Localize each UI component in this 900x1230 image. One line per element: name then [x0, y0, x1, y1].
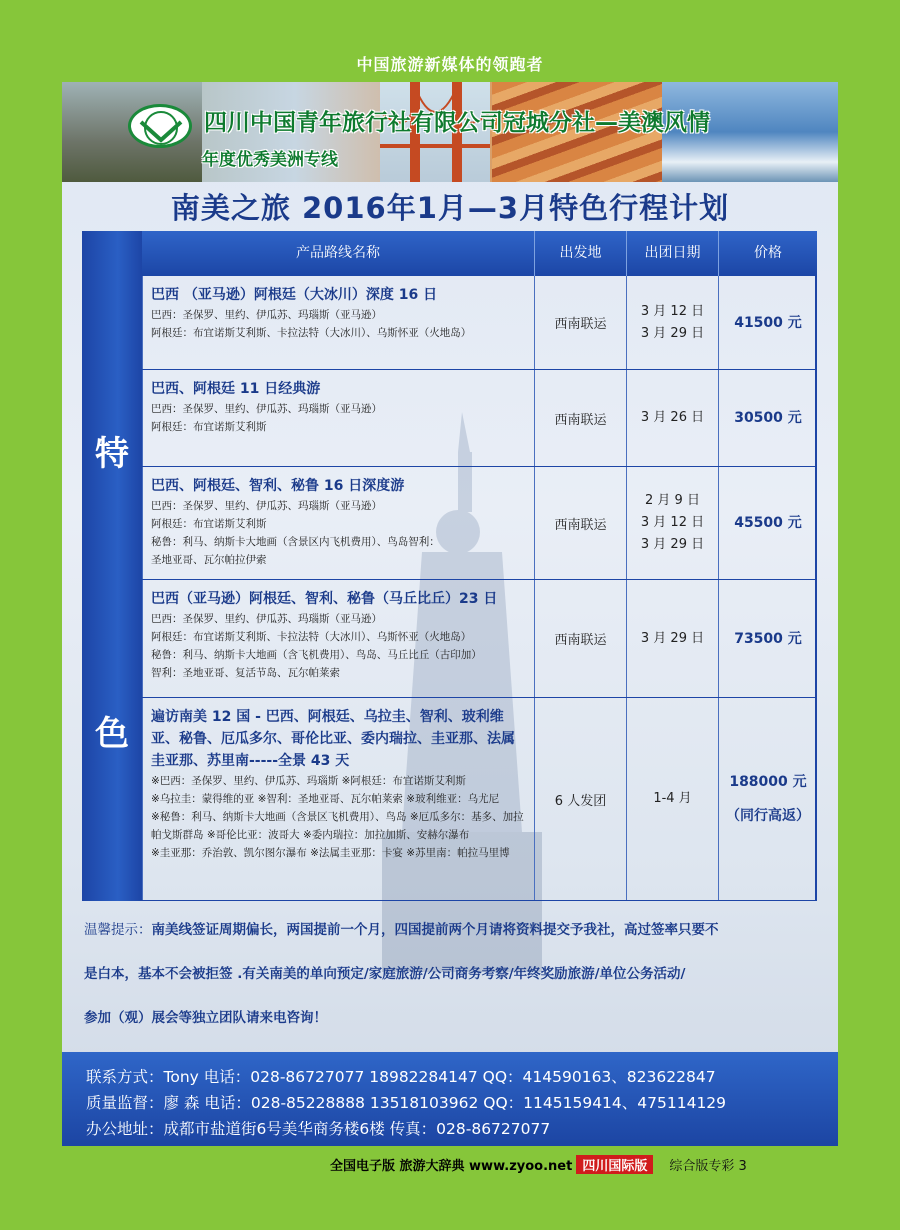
- departure-date: 3 月 26 日: [640, 410, 705, 425]
- route-detail: 阿根廷：布宜诺斯艾利斯: [151, 518, 267, 530]
- route-cell: [142, 467, 534, 579]
- departure-date: 1-4 月: [653, 791, 692, 806]
- page-title: 南美之旅 2016年1月—3月特色行程计划: [170, 191, 730, 225]
- date-cell: [626, 698, 718, 900]
- route-title: 巴西、阿根廷、智利、秘鲁 16 日深度游: [151, 478, 405, 494]
- itinerary-table: [142, 231, 817, 901]
- departure-date: 3 月 12 日: [640, 515, 705, 530]
- route-detail: 阿根廷：布宜诺斯艾利斯、卡拉法特（大冰川）、乌斯怀亚（火地岛）: [151, 631, 472, 643]
- route-detail: ※圭亚那：乔治敦、凯尔图尔瀑布 ※法属圭亚那：卡宴 ※苏里南：帕拉马里博: [151, 847, 510, 859]
- route-title: 巴西（亚马逊）阿根廷、智利、秘鲁（马丘比丘）23 日: [151, 591, 498, 607]
- route-detail: 圣地亚哥、瓦尔帕拉伊索: [151, 554, 267, 566]
- contact-footer: [62, 1052, 838, 1146]
- route-cell: [142, 276, 534, 369]
- table-row: [142, 370, 817, 467]
- price-cell: [718, 580, 817, 697]
- route-detail: ※秘鲁：利马、纳斯卡大地画（含景区飞机费用）、鸟岛 ※厄瓜多尔：基多、加拉帕戈斯群岛 ※哥伦比亚：波哥大 ※委内瑞拉：加拉加斯、安赫尔瀑布: [151, 811, 524, 841]
- route-detail: 智利：圣地亚哥、复活节岛、瓦尔帕莱索: [151, 667, 340, 679]
- contact-phone-line: 联系方式：Tony 电话：028-86727077 18982284147 QQ：414590163、823622847: [86, 1068, 716, 1086]
- route-detail: 巴西：圣保罗、里约、伊瓜苏、玛瑙斯（亚马逊）: [151, 613, 382, 625]
- company-name: 四川中国青年旅行社有限公司冠城分社—美澳风情: [204, 110, 710, 136]
- notice-label: 温馨提示：: [84, 922, 152, 938]
- departure-cell: 西南联运: [534, 580, 626, 697]
- quality-supervision-line: 质量监督：廖 森 电话：028-85228888 13518103962 QQ：1145159414、475114129: [86, 1094, 727, 1112]
- footer-badge: 四川国际版: [576, 1155, 653, 1174]
- departure-cell: 西南联运: [534, 370, 626, 466]
- route-title: 遍访南美 12 国 - 巴西、阿根廷、乌拉圭、智利、玻利维亚、秘鲁、厄瓜多尔、哥伦比亚、委内瑞拉、圭亚那、法属圭亚那、苏里南-----全景 43 天: [151, 709, 515, 769]
- header-banner: [62, 82, 838, 182]
- route-detail: 巴西：圣保罗、里约、伊瓜苏、玛瑙斯（亚马逊）: [151, 403, 382, 415]
- table-header: [142, 231, 817, 276]
- column-header-date: 出团日期: [626, 231, 718, 276]
- notice-line: 南美线签证周期偏长，两国提前一个月，四国提前两个月请将资料提交予我社，高过签率只要不: [151, 922, 719, 938]
- date-cell: [626, 467, 718, 579]
- price-value: 73500 元: [734, 630, 802, 647]
- route-detail: 巴西：圣保罗、里约、伊瓜苏、玛瑙斯（亚马逊）: [151, 309, 382, 321]
- date-cell: [626, 580, 718, 697]
- column-header-route: 产品路线名称: [296, 245, 380, 261]
- price-cell: [718, 467, 817, 579]
- price-value: 188000 元: [729, 774, 807, 790]
- footer-page-number: 综合版专彩 3: [669, 1159, 747, 1174]
- departure-cell: 西南联运: [534, 467, 626, 579]
- column-header-price: 价格: [718, 231, 817, 276]
- table-row: [142, 580, 817, 698]
- price-value: 41500 元: [734, 314, 802, 331]
- route-detail: 巴西：圣保罗、里约、伊瓜苏、玛瑙斯（亚马逊）: [151, 500, 382, 512]
- departure-date: 2 月 9 日: [645, 493, 700, 508]
- price-value: 30500 元: [734, 410, 802, 426]
- date-cell: [626, 370, 718, 466]
- office-address-line: 办公地址：成都市盐道街6号美华商务楼6楼 传真：028-86727077: [86, 1120, 551, 1138]
- table-row: [142, 276, 817, 370]
- departure-date: 3 月 29 日: [640, 325, 705, 341]
- departure-cell: 6 人发团: [534, 698, 626, 900]
- route-detail: 阿根廷：布宜诺斯艾利斯: [151, 421, 267, 433]
- table-row: [142, 698, 817, 901]
- route-cell: [142, 580, 534, 697]
- route-detail: ※乌拉圭：蒙得维的亚 ※智利：圣地亚哥、瓦尔帕莱索 ※玻利维亚：乌尤尼: [151, 793, 500, 805]
- price-value: 45500 元: [734, 515, 802, 531]
- banner-subtitle: 年度优秀美洲专线: [202, 150, 338, 170]
- advert-page: [62, 82, 838, 1146]
- cyts-logo: [128, 104, 192, 148]
- departure-date: 3 月 29 日: [640, 537, 705, 552]
- notice-line: 是白本，基本不会被拒签 .有关南美的单向预定/家庭旅游/公司商务考察/年终奖励旅游/单位公务活动/: [84, 966, 686, 982]
- column-header-departure: 出发地: [534, 231, 626, 276]
- footer-site: 全国电子版 旅游大辞典 www.zyoo.net: [330, 1159, 573, 1174]
- route-detail: 秘鲁：利马、纳斯卡大地画（含飞机费用）、鸟岛、马丘比丘（古印加）: [151, 649, 482, 661]
- top-slogan: 中国旅游新媒体的领跑者: [356, 55, 544, 74]
- price-cell: [718, 370, 817, 466]
- route-detail: ※巴西：圣保罗、里约、伊瓜苏、玛瑙斯 ※阿根廷：布宜诺斯艾利斯: [151, 775, 466, 787]
- departure-date: 3 月 12 日: [640, 303, 705, 319]
- side-label-band: [82, 231, 142, 901]
- route-detail: 阿根廷：布宜诺斯艾利斯、卡拉法特（大冰川）、乌斯怀亚（火地岛）: [151, 327, 472, 339]
- notice-line: 参加（观）展会等独立团队请来电咨询！: [84, 1010, 327, 1026]
- date-cell: [626, 276, 718, 369]
- notice-box: [84, 908, 818, 1040]
- table-row: [142, 467, 817, 580]
- route-title: 巴西、阿根廷 11 日经典游: [151, 381, 321, 397]
- side-label-char: 特: [95, 434, 129, 474]
- route-cell: [142, 370, 534, 466]
- route-detail: 秘鲁：利马、纳斯卡大地画（含景区内飞机费用）、鸟岛智利：: [151, 536, 440, 548]
- route-cell: [142, 698, 534, 900]
- magazine-footer: [330, 1155, 747, 1175]
- price-value: （同行高返）: [726, 808, 810, 824]
- side-label-char: 色: [95, 714, 129, 754]
- route-title: 巴西 （亚马逊）阿根廷（大冰川）深度 16 日: [151, 287, 438, 303]
- price-cell: [718, 276, 817, 369]
- departure-cell: 西南联运: [534, 276, 626, 369]
- departure-date: 3 月 29 日: [640, 630, 705, 646]
- price-cell: [718, 698, 817, 900]
